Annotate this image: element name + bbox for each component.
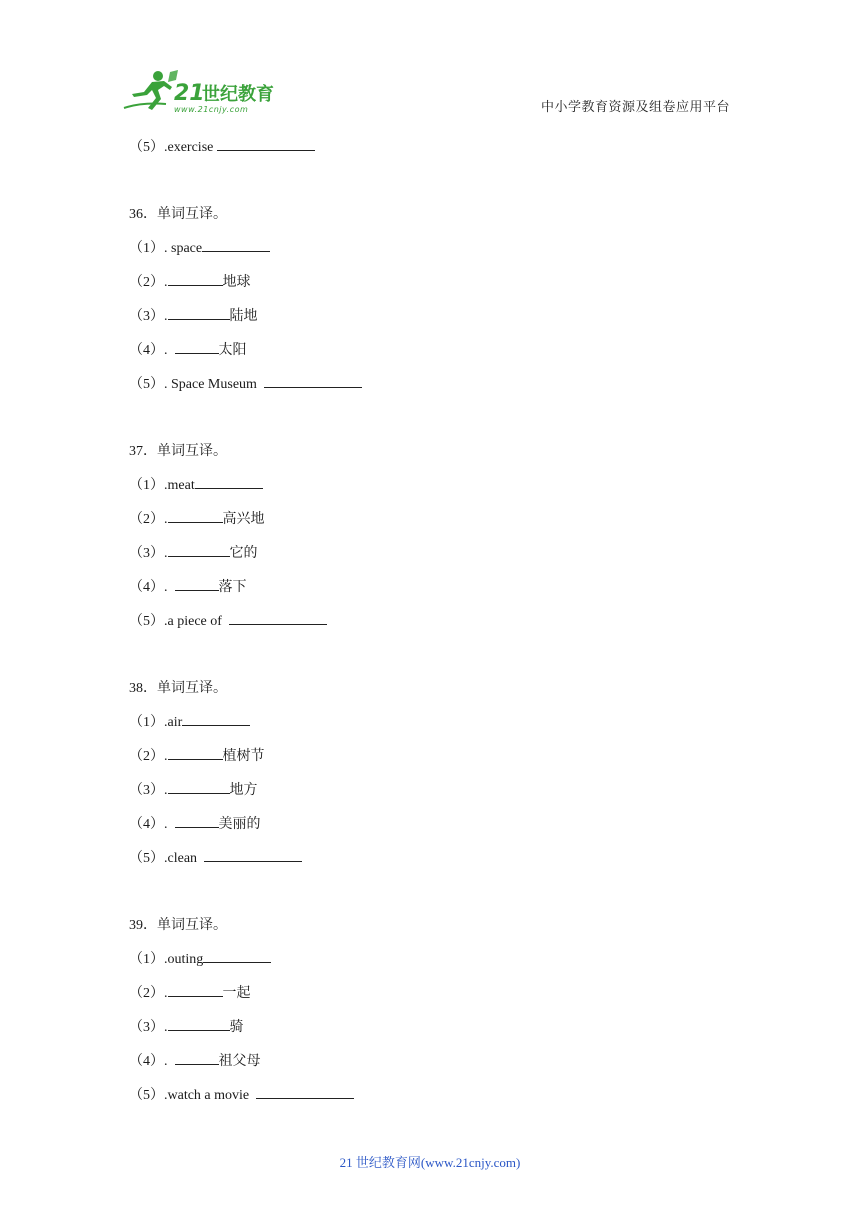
answer-blank[interactable] [175, 576, 219, 591]
list-item [129, 305, 749, 339]
answer-blank[interactable] [182, 711, 250, 726]
item-chinese: 太阳 [218, 343, 247, 358]
item-text: . [164, 749, 168, 764]
item-text: .meat [164, 478, 195, 493]
item-text: . [164, 986, 168, 1001]
item-text: .a piece of [164, 614, 229, 629]
item-text: . [164, 343, 175, 358]
item-chinese: 地方 [229, 783, 258, 798]
list-item [129, 136, 749, 170]
list-item [129, 474, 749, 508]
item-chinese: 陆地 [229, 309, 258, 324]
item-chinese: 祖父母 [218, 1054, 261, 1069]
list-item [129, 711, 749, 745]
item-text: .outing [164, 952, 204, 967]
list-item [129, 1016, 749, 1050]
item-text: . [164, 309, 168, 324]
answer-blank[interactable] [168, 982, 223, 997]
item-number: （3） [129, 1020, 164, 1035]
item-number: （2） [129, 749, 164, 764]
platform-title: 中小学教育资源及组卷应用平台 [540, 99, 730, 114]
list-item [129, 237, 749, 271]
list-item [129, 508, 749, 542]
answer-blank[interactable] [202, 237, 270, 252]
item-number: （5） [129, 140, 164, 155]
item-number: （4） [129, 343, 164, 358]
list-item [129, 542, 749, 576]
question-title: 36．单词互译。 [129, 207, 227, 222]
question-title: 38．单词互译。 [129, 681, 227, 696]
logo [122, 68, 292, 116]
item-number: （1） [129, 715, 164, 730]
item-number: （3） [129, 783, 164, 798]
answer-blank[interactable] [168, 271, 223, 286]
item-text: . Space Museum [164, 377, 264, 392]
item-number: （4） [129, 580, 164, 595]
item-text: .exercise [164, 140, 217, 155]
item-number: （4） [129, 1054, 164, 1069]
item-number: （5） [129, 1088, 164, 1103]
svg-text:21: 21 [174, 81, 205, 106]
list-item [129, 982, 749, 1016]
answer-blank[interactable] [168, 542, 230, 557]
runner-logo-icon [122, 68, 292, 116]
item-text: . space [164, 241, 203, 256]
list-item [129, 339, 749, 373]
item-number: （2） [129, 986, 164, 1001]
item-number: （5） [129, 377, 164, 392]
item-text: . [164, 546, 168, 561]
item-chinese: 植树节 [222, 749, 265, 764]
list-item [129, 1050, 749, 1084]
item-number: （2） [129, 275, 164, 290]
item-text: . [164, 783, 168, 798]
item-text: .air [164, 715, 183, 730]
answer-blank[interactable] [168, 745, 223, 760]
list-item [129, 610, 749, 644]
answer-blank[interactable] [168, 305, 230, 320]
list-item [129, 847, 749, 881]
answer-blank[interactable] [229, 610, 327, 625]
answer-blank[interactable] [204, 847, 302, 862]
item-text: . [164, 817, 175, 832]
page-header [0, 0, 860, 130]
item-number: （5） [129, 851, 164, 866]
svg-text:www.21cnjy.com: www.21cnjy.com [174, 105, 249, 114]
page-footer[interactable]: 21 世纪教育网(www.21cnjy.com) [339, 1155, 521, 1170]
item-chinese: 骑 [229, 1020, 244, 1035]
item-text: . [164, 512, 168, 527]
item-text: . [164, 580, 175, 595]
item-chinese: 落下 [218, 580, 247, 595]
answer-blank[interactable] [168, 779, 230, 794]
item-number: （3） [129, 309, 164, 324]
list-item [129, 948, 749, 982]
list-item [129, 576, 749, 610]
question-title: 39．单词互译。 [129, 918, 227, 933]
answer-blank[interactable] [217, 136, 315, 151]
item-number: （2） [129, 512, 164, 527]
item-chinese: 地球 [222, 275, 251, 290]
answer-blank[interactable] [264, 373, 362, 388]
answer-blank[interactable] [175, 813, 219, 828]
list-item [129, 373, 749, 407]
list-item [129, 813, 749, 847]
list-item [129, 745, 749, 779]
answer-blank[interactable] [175, 1050, 219, 1065]
answer-blank[interactable] [256, 1084, 354, 1099]
list-item [129, 1084, 749, 1118]
item-text: . [164, 275, 168, 290]
item-chinese: 美丽的 [218, 817, 261, 832]
answer-blank[interactable] [203, 948, 271, 963]
answer-blank[interactable] [168, 1016, 230, 1031]
item-chinese: 一起 [222, 986, 251, 1001]
svg-text:世纪教育: 世纪教育 [202, 84, 274, 105]
answer-blank[interactable] [168, 508, 223, 523]
item-text: . [164, 1054, 175, 1069]
item-number: （1） [129, 952, 164, 967]
item-number: （4） [129, 817, 164, 832]
list-item [129, 271, 749, 305]
item-number: （3） [129, 546, 164, 561]
worksheet-content [129, 136, 749, 1118]
answer-blank[interactable] [175, 339, 219, 354]
item-text: .clean [164, 851, 205, 866]
answer-blank[interactable] [195, 474, 263, 489]
item-chinese: 它的 [229, 546, 258, 561]
item-text: . [164, 1020, 168, 1035]
item-chinese: 高兴地 [222, 512, 265, 527]
item-text: .watch a movie [164, 1088, 257, 1103]
question-title: 37．单词互译。 [129, 444, 227, 459]
item-number: （1） [129, 478, 164, 493]
item-number: （5） [129, 614, 164, 629]
item-number: （1） [129, 241, 164, 256]
list-item [129, 779, 749, 813]
